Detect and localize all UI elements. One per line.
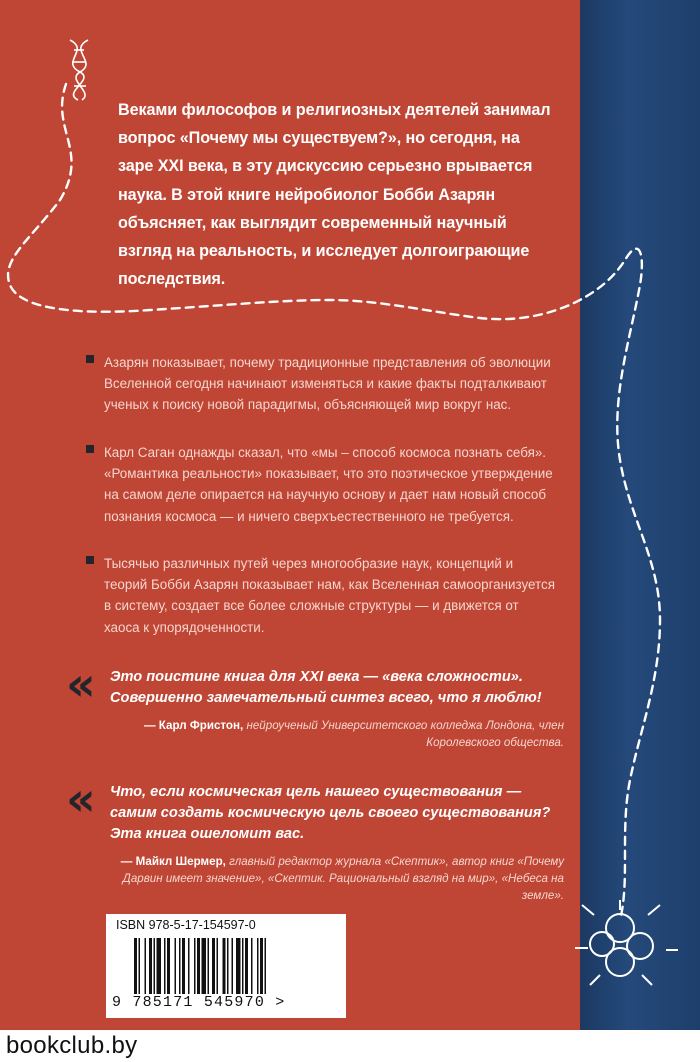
barcode-digits: 9 785171 545970 > [112,994,286,1011]
quote-attribution [110,717,564,751]
bullet-text: Азарян показывает, почему традиционные представления об эволюции Вселенной сегодня начинают изменяться и какие факты подталкивают ученых к поиску новой парадигмы, объясняющей мир вокруг нас. [104,355,551,413]
bullet-text: Карл Саган однажды сказал, что «мы – способ космоса познать себя». «Романтика реальности» показывает, что это поэтическое утверждение на самом деле опирается на научную основу и дает нам новый способ познания космоса — и ничего сверхъестественного не требуется. [104,445,553,524]
isbn-label: ISBN 978-5-17-154597-0 [116,918,256,932]
bullet-item [86,352,556,416]
quote-text: Это поистине книга для XXI века — «века сложности». Совершенно замечательный синтез всего, что я люблю! [110,669,542,706]
quote-mark-icon: « [66,772,88,826]
site-watermark: bookclub.by [6,1032,138,1059]
quote-author-role: главный редактор журнала «Скептик», автор книг «Почему Дарвин имеет значение», «Скептик. Рациональный взгляд на мир», «Небеса на земле». [122,855,564,902]
quote-author: — Карл Фристон, [143,719,244,732]
quote-block [66,657,564,751]
quote-mark-icon: « [66,657,88,711]
intro-paragraph: Веками философов и религиозных деятелей занимал вопрос «Почему мы существуем?», но сегодня, на заре XXI века, в эту дискуссию серьезно врывается наука. В этой книге нейробиолог Бобби Азарян объясняет, как выглядит современный научный взгляд на реальность, и исследует долгоиграющие последствия. [118,101,551,289]
bullet-text: Тысячью различных путей через многообразие наук, концепций и теорий Бобби Азарян показывает нам, как Вселенная самоорганизуется в систему, создает все более сложные структуры — и движется от хаоса к упорядоченности. [104,556,555,635]
watermark-footer [0,1030,700,1062]
bullet-square-icon [86,355,94,363]
bullet-square-icon [86,556,94,564]
bullet-item [86,553,556,638]
quote-attribution [110,853,564,904]
barcode-icon [134,938,322,994]
bullet-item [86,442,556,527]
barcode-panel [106,914,346,1018]
quote-author: — Майкл Шермер, [120,855,226,868]
quote-block [66,772,564,904]
book-spine [580,0,700,1062]
quote-text: Что, если космическая цель нашего существования — самим создать космическую цель своего существования? Эта книга ошеломит вас. [110,784,551,842]
quote-author-role: нейроученый Университетского колледжа Лондона, член Королевского общества. [246,719,564,749]
bullet-square-icon [86,445,94,453]
